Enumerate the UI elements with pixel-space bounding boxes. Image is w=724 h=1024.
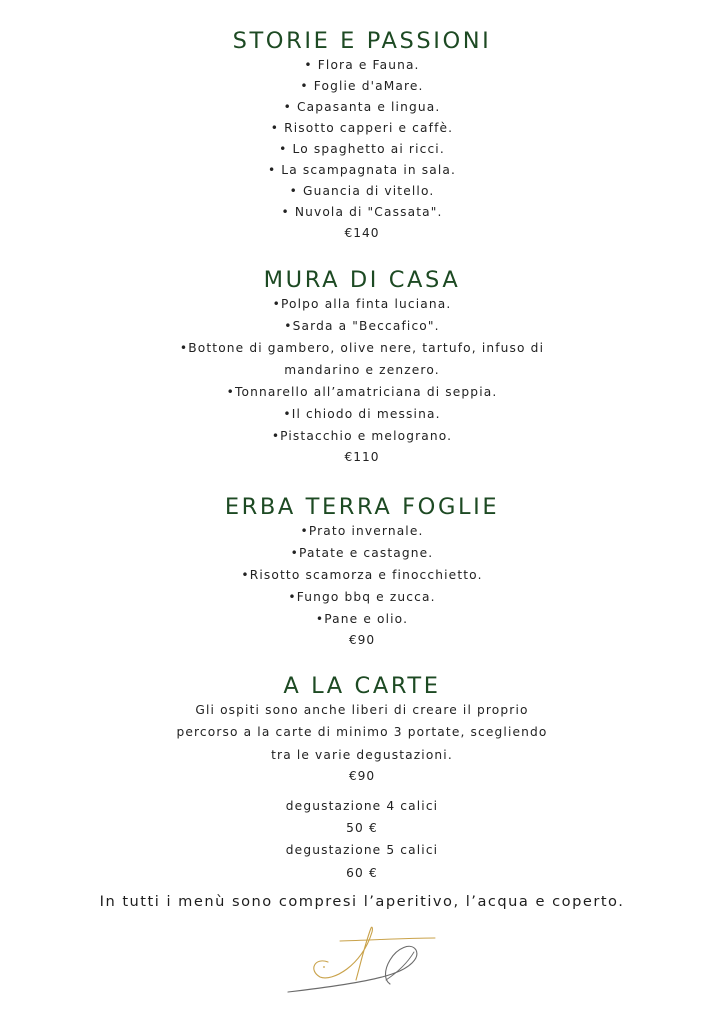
dish-item: • Nuvola di "Cassata". bbox=[281, 205, 443, 219]
menu-price: €140 bbox=[344, 226, 380, 240]
dish-item: •Risotto scamorza e finocchietto. bbox=[241, 568, 483, 582]
dish-item: •Fungo bbq e zucca. bbox=[288, 590, 436, 604]
dish-item: • Lo spaghetto ai ricci. bbox=[279, 142, 445, 156]
dish-item: •Tonnarello all’amatriciana di seppia. bbox=[226, 385, 498, 399]
dish-item: •Prato invernale. bbox=[300, 524, 424, 538]
dish-item: • Capasanta e lingua. bbox=[283, 100, 441, 114]
dish-item: •Patate e castagne. bbox=[290, 546, 434, 560]
dish-item: • Flora e Fauna. bbox=[304, 58, 420, 72]
dish-item: •Il chiodo di messina. bbox=[283, 407, 441, 421]
description-line: Gli ospiti sono anche liberi di creare il proprio bbox=[195, 703, 529, 717]
wine-pairings bbox=[0, 795, 724, 884]
menu-price: €90 bbox=[348, 768, 376, 783]
footer-note: In tutti i menù sono compresi l’aperitivo, l’acqua e coperto. bbox=[99, 893, 625, 910]
dish-item: mandarino e zenzero. bbox=[284, 363, 440, 377]
section-title: MURA DI CASA bbox=[263, 267, 461, 293]
dish-list bbox=[0, 520, 724, 630]
section-storie-e-passioni bbox=[0, 28, 724, 244]
dish-list bbox=[0, 55, 724, 223]
dish-item: • La scampagnata in sala. bbox=[267, 163, 457, 177]
dish-item: •Pane e olio. bbox=[315, 612, 409, 626]
carte-description bbox=[0, 699, 724, 766]
signature-logo-icon bbox=[280, 922, 440, 997]
section-title: A LA CARTE bbox=[283, 673, 441, 699]
section-erba-terra-foglie bbox=[0, 494, 724, 651]
section-mura-di-casa bbox=[0, 267, 724, 468]
dish-item: •Sarda a "Beccafico". bbox=[284, 319, 440, 333]
description-line: percorso a la carte di minimo 3 portate, scegliendo bbox=[176, 725, 548, 740]
pairing-price: 50 € bbox=[346, 821, 378, 836]
dish-item: • Foglie d'aMare. bbox=[300, 79, 424, 93]
pairing-label: degustazione 5 calici bbox=[285, 843, 439, 858]
description-line: tra le varie degustazioni. bbox=[271, 747, 453, 762]
section-a-la-carte bbox=[0, 673, 724, 884]
dish-item: • Guancia di vitello. bbox=[289, 184, 435, 198]
pairing-price: 60 € bbox=[346, 865, 378, 880]
dish-item: • Risotto capperi e caffè. bbox=[270, 121, 454, 135]
section-title: STORIE E PASSIONI bbox=[232, 28, 492, 54]
dish-item: •Pistacchio e melograno. bbox=[271, 429, 453, 443]
dish-item: •Bottone di gambero, olive nere, tartufo, infuso di bbox=[179, 341, 545, 355]
pairing-label: degustazione 4 calici bbox=[285, 798, 439, 813]
dish-list bbox=[0, 293, 724, 447]
menu-price: €90 bbox=[348, 633, 376, 647]
section-title: ERBA TERRA FOGLIE bbox=[224, 494, 500, 520]
menu-price: €110 bbox=[344, 450, 380, 464]
dish-item: •Polpo alla finta luciana. bbox=[272, 297, 452, 311]
